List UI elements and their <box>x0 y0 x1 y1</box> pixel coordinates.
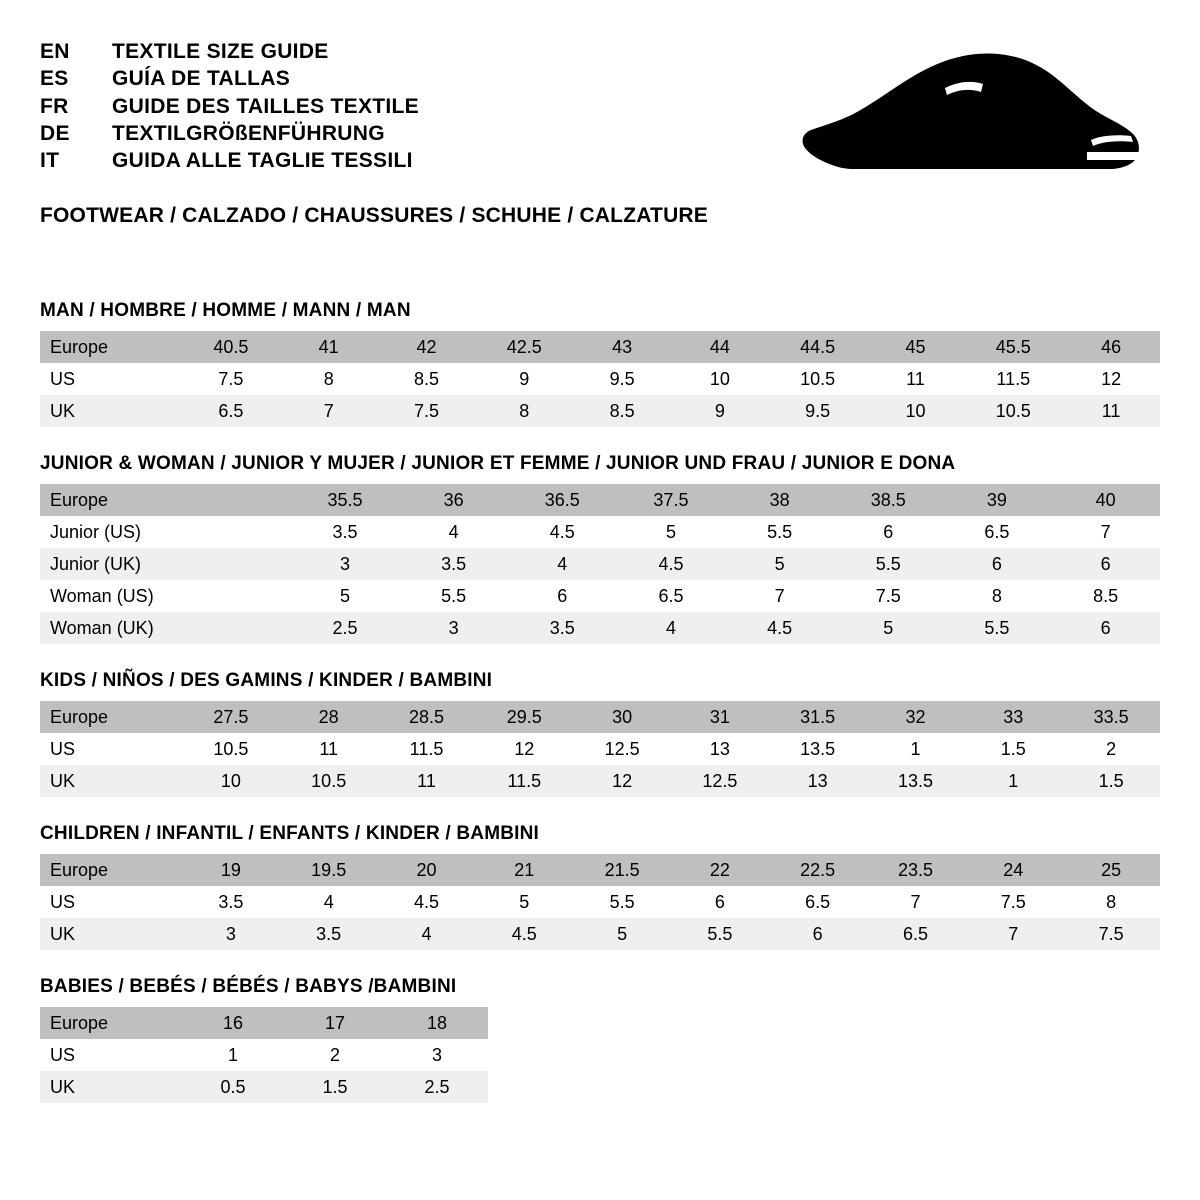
row-label: Europe <box>40 854 182 886</box>
cell: 6 <box>1051 548 1160 580</box>
section-title-children: CHILDREN / INFANTIL / ENFANTS / KINDER / BAMBINI <box>40 823 540 845</box>
section-title-kids: KIDS / NIÑOS / DES GAMINS / KINDER / BAMBINI <box>40 670 493 692</box>
cell: 11.5 <box>964 363 1062 395</box>
cell: 8.5 <box>573 395 671 427</box>
cell: 6 <box>508 580 617 612</box>
cell: 24 <box>964 854 1062 886</box>
row-label: US <box>40 886 182 918</box>
table-row <box>40 733 1160 765</box>
cell: 8 <box>1062 886 1160 918</box>
cell: 3 <box>182 918 280 950</box>
cell: 5 <box>725 548 834 580</box>
table-row <box>40 580 1160 612</box>
cell: 21.5 <box>573 854 671 886</box>
cell: 1 <box>964 765 1062 797</box>
section-man <box>40 300 1160 427</box>
cell: 7.5 <box>182 363 280 395</box>
size-table-babies <box>40 1007 488 1103</box>
cell: 13.5 <box>867 765 965 797</box>
cell: 6.5 <box>617 580 726 612</box>
cell: 39 <box>943 484 1052 516</box>
cell: 7 <box>280 395 378 427</box>
cell: 16 <box>182 1007 284 1039</box>
cell: 40.5 <box>182 331 280 363</box>
cell: 13.5 <box>769 733 867 765</box>
section-title-man: MAN / HOMBRE / HOMME / MANN / MAN <box>40 300 411 322</box>
cell: 4.5 <box>617 548 726 580</box>
table-row <box>40 1071 488 1103</box>
cell: 33 <box>964 701 1062 733</box>
cell: 2.5 <box>291 612 400 644</box>
cell: 5.5 <box>834 548 943 580</box>
table-row <box>40 1007 488 1039</box>
cell: 13 <box>671 733 769 765</box>
cell: 41 <box>280 331 378 363</box>
cell: 3 <box>291 548 400 580</box>
cell: 42 <box>378 331 476 363</box>
row-label: UK <box>40 918 182 950</box>
cell <box>182 484 291 516</box>
cell: 31 <box>671 701 769 733</box>
cell: 5.5 <box>671 918 769 950</box>
cell: 7 <box>725 580 834 612</box>
section-babies <box>40 976 1160 1103</box>
table-row <box>40 331 1160 363</box>
cell: 8.5 <box>1051 580 1160 612</box>
cell: 3.5 <box>291 516 400 548</box>
cell: 1.5 <box>284 1071 386 1103</box>
cell: 6.5 <box>769 886 867 918</box>
size-table-children <box>40 854 1160 950</box>
cell: 6 <box>671 886 769 918</box>
cell: 6 <box>943 548 1052 580</box>
language-code-de: DE <box>40 121 70 145</box>
cell: 4.5 <box>508 516 617 548</box>
cell: 11.5 <box>475 765 573 797</box>
cell: 6.5 <box>182 395 280 427</box>
cell: 2.5 <box>386 1071 488 1103</box>
row-label: Woman (UK) <box>40 612 182 644</box>
row-label: US <box>40 1039 182 1071</box>
size-table-junior-woman <box>40 484 1160 644</box>
row-label: Junior (UK) <box>40 548 182 580</box>
cell: 4 <box>508 548 617 580</box>
cell: 46 <box>1062 331 1160 363</box>
cell: 12 <box>573 765 671 797</box>
cell: 11.5 <box>378 733 476 765</box>
cell: 10 <box>182 765 280 797</box>
cell: 7.5 <box>964 886 1062 918</box>
language-code-en: EN <box>40 40 70 63</box>
cell: 38.5 <box>834 484 943 516</box>
cell: 4 <box>399 516 508 548</box>
cell: 11 <box>378 765 476 797</box>
cell: 5.5 <box>725 516 834 548</box>
cell: 11 <box>867 363 965 395</box>
cell: 3.5 <box>399 548 508 580</box>
language-title-es: GUÍA DE TALLAS <box>112 67 291 91</box>
cell: 5 <box>617 516 726 548</box>
cell: 6.5 <box>943 516 1052 548</box>
language-title-it: GUIDA ALLE TAGLIE TESSILI <box>112 149 413 173</box>
cell: 3 <box>386 1039 488 1071</box>
cell: 43 <box>573 331 671 363</box>
table-row <box>40 854 1160 886</box>
cell: 9.5 <box>573 363 671 395</box>
cell: 21 <box>475 854 573 886</box>
row-label: UK <box>40 1071 182 1103</box>
row-label: Europe <box>40 701 182 733</box>
cell: 42.5 <box>475 331 573 363</box>
cell: 1 <box>867 733 965 765</box>
language-title-fr: GUIDE DES TAILLES TEXTILE <box>112 94 419 118</box>
row-label: Woman (US) <box>40 580 182 612</box>
cell: 2 <box>284 1039 386 1071</box>
row-label: US <box>40 733 182 765</box>
cell: 35.5 <box>291 484 400 516</box>
language-code-it: IT <box>40 149 60 173</box>
language-title-en: TEXTILE SIZE GUIDE <box>112 40 329 63</box>
cell: 7 <box>867 886 965 918</box>
table-row <box>40 395 1160 427</box>
language-code-fr: FR <box>40 94 69 118</box>
cell: 8 <box>475 395 573 427</box>
cell: 44 <box>671 331 769 363</box>
cell: 5 <box>475 886 573 918</box>
cell: 9 <box>671 395 769 427</box>
row-label: UK <box>40 395 182 427</box>
cell: 4 <box>378 918 476 950</box>
cell: 4.5 <box>378 886 476 918</box>
cell <box>182 580 291 612</box>
cell: 36 <box>399 484 508 516</box>
cell: 44.5 <box>769 331 867 363</box>
cell: 6.5 <box>867 918 965 950</box>
section-kids <box>40 670 1160 797</box>
cell: 7 <box>1051 516 1160 548</box>
cell: 2 <box>1062 733 1160 765</box>
cell: 3 <box>399 612 508 644</box>
cell: 1.5 <box>1062 765 1160 797</box>
cell: 36.5 <box>508 484 617 516</box>
cell: 28.5 <box>378 701 476 733</box>
cell: 5 <box>834 612 943 644</box>
cell: 8 <box>280 363 378 395</box>
cell: 6 <box>769 918 867 950</box>
cell: 25 <box>1062 854 1160 886</box>
section-children <box>40 823 1160 950</box>
cell: 7 <box>964 918 1062 950</box>
cell: 4.5 <box>725 612 834 644</box>
cell: 19.5 <box>280 854 378 886</box>
language-title-de: TEXTILGRÖßENFÜHRUNG <box>112 121 385 145</box>
cell <box>182 548 291 580</box>
dress-shoe-icon <box>795 48 1145 178</box>
cell: 31.5 <box>769 701 867 733</box>
cell <box>182 612 291 644</box>
table-row <box>40 612 1160 644</box>
table-row <box>40 765 1160 797</box>
table-row <box>40 548 1160 580</box>
cell: 7.5 <box>1062 918 1160 950</box>
cell: 1.5 <box>964 733 1062 765</box>
row-label: Europe <box>40 1007 182 1039</box>
section-title-junior-woman: JUNIOR & WOMAN / JUNIOR Y MUJER / JUNIOR ET FEMME / JUNIOR UND FRAU / JUNIOR E DONA <box>40 453 956 475</box>
row-label: Europe <box>40 484 182 516</box>
row-label: Europe <box>40 331 182 363</box>
cell: 6 <box>1051 612 1160 644</box>
cell: 7.5 <box>834 580 943 612</box>
cell: 3.5 <box>182 886 280 918</box>
cell: 13 <box>769 765 867 797</box>
cell <box>182 516 291 548</box>
cell: 17 <box>284 1007 386 1039</box>
category-title: FOOTWEAR / CALZADO / CHAUSSURES / SCHUHE / CALZATURE <box>40 204 709 228</box>
cell: 10 <box>671 363 769 395</box>
cell: 28 <box>280 701 378 733</box>
cell: 18 <box>386 1007 488 1039</box>
cell: 3.5 <box>280 918 378 950</box>
cell: 12 <box>475 733 573 765</box>
table-row <box>40 484 1160 516</box>
section-title-babies: BABIES / BEBÉS / BÉBÉS / BABYS /BAMBINI <box>40 976 457 998</box>
cell: 33.5 <box>1062 701 1160 733</box>
cell: 10.5 <box>182 733 280 765</box>
cell: 4 <box>617 612 726 644</box>
cell: 22 <box>671 854 769 886</box>
cell: 37.5 <box>617 484 726 516</box>
cell: 5.5 <box>573 886 671 918</box>
cell: 5 <box>573 918 671 950</box>
cell: 45 <box>867 331 965 363</box>
cell: 10.5 <box>769 363 867 395</box>
table-row <box>40 516 1160 548</box>
cell: 40 <box>1051 484 1160 516</box>
cell: 7.5 <box>378 395 476 427</box>
row-label: UK <box>40 765 182 797</box>
cell: 19 <box>182 854 280 886</box>
table-row <box>40 363 1160 395</box>
cell: 27.5 <box>182 701 280 733</box>
cell: 12.5 <box>671 765 769 797</box>
table-row <box>40 701 1160 733</box>
cell: 8 <box>943 580 1052 612</box>
cell: 38 <box>725 484 834 516</box>
table-row <box>40 918 1160 950</box>
cell: 12.5 <box>573 733 671 765</box>
cell: 11 <box>280 733 378 765</box>
table-row <box>40 886 1160 918</box>
cell: 32 <box>867 701 965 733</box>
section-junior-woman <box>40 453 1160 644</box>
cell: 10.5 <box>280 765 378 797</box>
cell: 11 <box>1062 395 1160 427</box>
cell: 5.5 <box>943 612 1052 644</box>
size-table-kids <box>40 701 1160 797</box>
cell: 1 <box>182 1039 284 1071</box>
cell: 29.5 <box>475 701 573 733</box>
row-label: Junior (US) <box>40 516 182 548</box>
cell: 10 <box>867 395 965 427</box>
cell: 4 <box>280 886 378 918</box>
cell: 3.5 <box>508 612 617 644</box>
cell: 5 <box>291 580 400 612</box>
size-table-man <box>40 331 1160 427</box>
cell: 6 <box>834 516 943 548</box>
cell: 5.5 <box>399 580 508 612</box>
cell: 45.5 <box>964 331 1062 363</box>
cell: 10.5 <box>964 395 1062 427</box>
cell: 9.5 <box>769 395 867 427</box>
cell: 9 <box>475 363 573 395</box>
cell: 20 <box>378 854 476 886</box>
cell: 0.5 <box>182 1071 284 1103</box>
cell: 8.5 <box>378 363 476 395</box>
cell: 12 <box>1062 363 1160 395</box>
row-label: US <box>40 363 182 395</box>
cell: 22.5 <box>769 854 867 886</box>
cell: 4.5 <box>475 918 573 950</box>
language-code-es: ES <box>40 67 69 91</box>
table-row <box>40 1039 488 1071</box>
cell: 23.5 <box>867 854 965 886</box>
cell: 30 <box>573 701 671 733</box>
